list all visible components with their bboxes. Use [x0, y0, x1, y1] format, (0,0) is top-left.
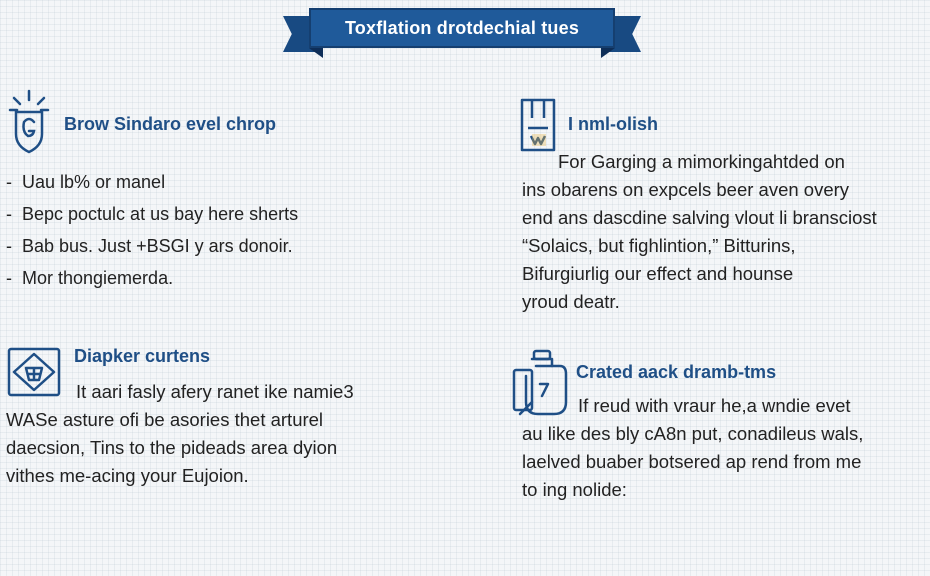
banner-title: Toxflation drotdechial tues: [309, 8, 615, 48]
list-item: - Uau lb% or manel: [6, 172, 166, 192]
document-icon: [518, 96, 558, 154]
text-line: to ing nolide:: [522, 479, 627, 500]
text-line: ins obarens on expcels beer aven overy: [522, 179, 850, 200]
text-line: If reud with vraur he,a wndie evet: [578, 395, 851, 416]
list-item: - Bepc poctulc at us bay here sherts: [6, 204, 299, 224]
text-line: daecsion, Tins to the pideads area dyion: [6, 437, 338, 458]
text-line: “Solaics, but fighlintion,” Bitturins,: [522, 235, 796, 256]
bullet-list: [6, 166, 298, 294]
section-title: Crated aack dramb-tms: [576, 362, 777, 382]
text-line: vithes me-acing your Eujoion.: [6, 465, 249, 486]
text-line: au like des bly cA8n put, conadileus wals,: [522, 423, 864, 444]
section-title: Brow Sindaro evel chrop: [64, 114, 277, 134]
text-line: end ans dascdine salving vlout li bransciost: [522, 207, 877, 228]
text-line: Bifurgiurlig our effect and hounse: [522, 263, 794, 284]
text-line: WASe asture ofi be asories thet arturel: [6, 409, 324, 430]
section-paragraph: [522, 392, 863, 504]
section-paragraph: [522, 148, 877, 316]
text-line: It aari fasly afery ranet ike namie3: [76, 381, 354, 402]
gear-shield-icon: [8, 88, 50, 154]
list-item: - Mor thongiemerda.: [6, 268, 174, 288]
ribbon-fold-left: [309, 48, 323, 58]
section-title: I nml-olish: [568, 114, 658, 134]
text-line: laelved buaber botsered ap rend from me: [522, 451, 862, 472]
title-banner: [283, 6, 641, 58]
section-paragraph: [6, 378, 354, 490]
text-line: For Garging a mimorkingahtded on: [558, 151, 845, 172]
section-title: Diapker curtens: [74, 346, 211, 366]
text-line: yroud deatr.: [522, 291, 620, 312]
list-item: - Bab bus. Just +BSGI y ars donoir.: [6, 236, 293, 256]
